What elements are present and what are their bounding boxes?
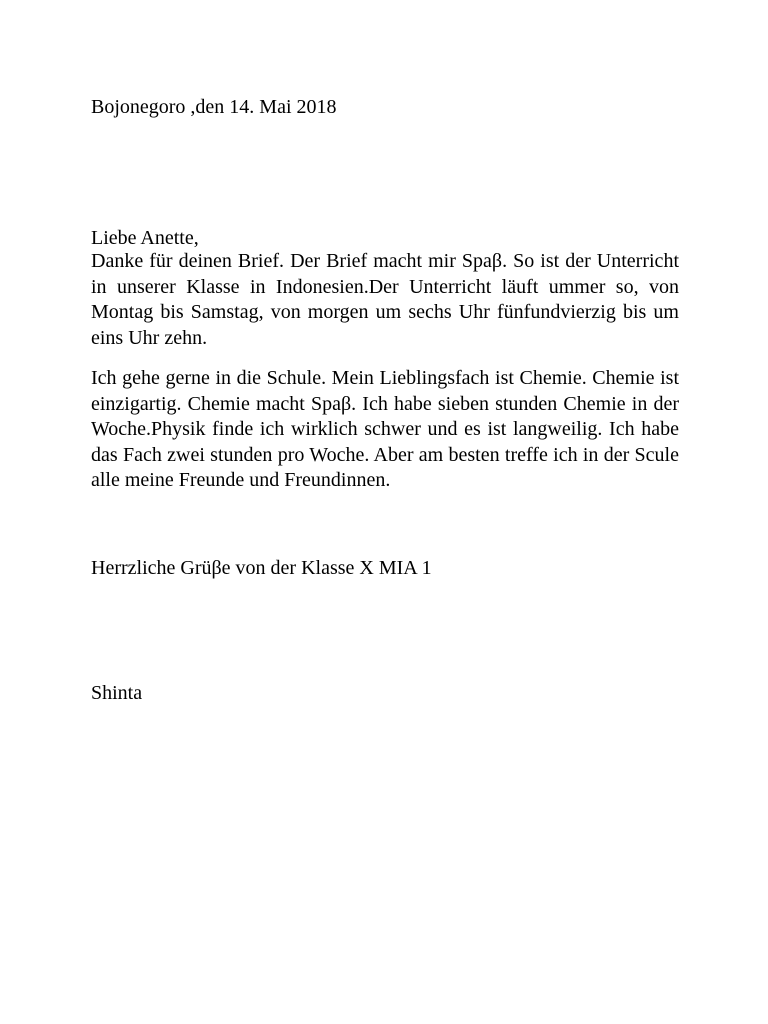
salutation: Liebe Anette, bbox=[91, 227, 199, 249]
closing-line: Herrzliche Grüβe von der Klasse X MIA 1 bbox=[91, 557, 432, 579]
paragraph-2: Ich gehe gerne in die Schule. Mein Lieblingsfach ist Chemie. Chemie ist einzigartig. Chemie macht Spaβ. Ich habe sieben stunden Chemie in der Woche.Physik finde ich wirklich schwer und es ist langweilig. Ich habe das Fach zwei stunden pro Woche. Aber am besten treffe ich in der Scule alle meine Freunde und Freundinnen. bbox=[91, 367, 679, 491]
paragraph-1: Danke für deinen Brief. Der Brief macht mir Spaβ. So ist der Unterricht in unserer Klasse in Indonesien.Der Unterricht läuft ummer so, von Montag bis Samstag, von morgen um sechs Uhr fünfundvierzig bis um eins Uhr zehn. bbox=[91, 250, 679, 349]
date-line: Bojonegoro ,den 14. Mai 2018 bbox=[91, 96, 337, 118]
signature: Shinta bbox=[91, 682, 143, 704]
